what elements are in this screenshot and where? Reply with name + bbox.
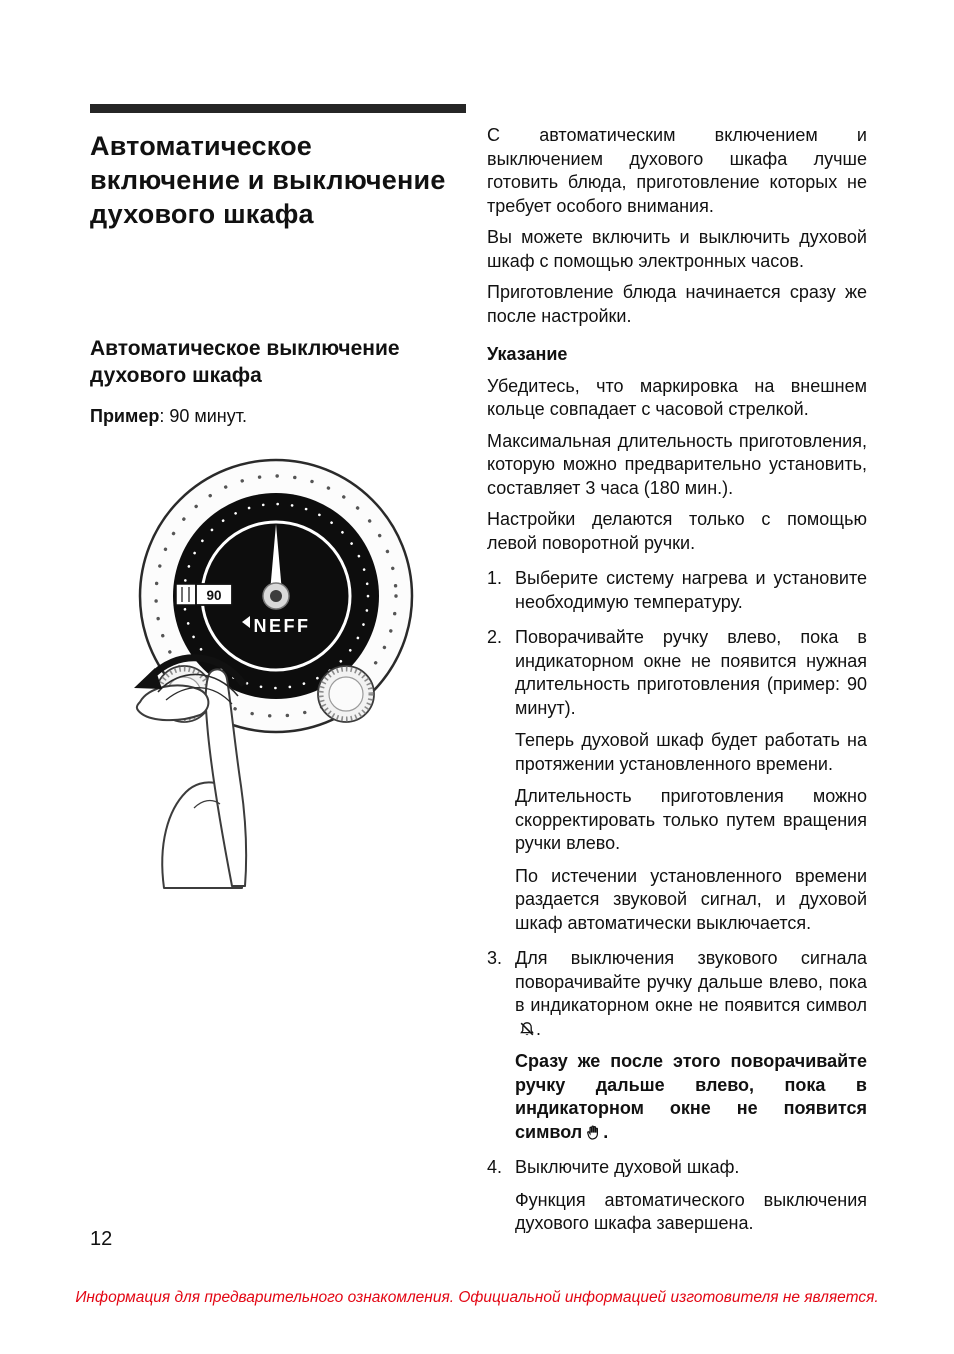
step-paragraph: Функция автоматического выключения духового шкафа завершена. xyxy=(515,1189,867,1233)
start-paragraph: Приготовление блюда начинается сразу же после настройки. xyxy=(487,282,867,326)
step-text: Поворачивайте ручку влево, пока в индикаторном окне не появится нужная длительность приготовления (пример: 90 минут). xyxy=(515,627,867,718)
step-number: 1. xyxy=(487,568,503,588)
hand-thumb xyxy=(137,685,209,720)
chapter-title: Автоматическое включение и выключение духового шкафа xyxy=(90,131,446,229)
timer-dial-illustration xyxy=(104,456,444,896)
step-bold-symbol-suffix: . xyxy=(603,1121,609,1142)
example-caption xyxy=(90,405,466,428)
step-paragraph: Теперь духовой шкаф будет работать на протяжении установленного времени. xyxy=(515,730,867,774)
dial-hub-center xyxy=(270,590,282,602)
step-text xyxy=(515,947,867,1041)
brand-logo: NEFF xyxy=(253,616,311,636)
section-title: Автоматическое выключение духового шкафа xyxy=(90,337,400,387)
left-column xyxy=(90,104,466,901)
step-item xyxy=(487,567,867,614)
note-paragraph: Настройки делаются только с помощью левой поворотной ручки. xyxy=(487,509,867,553)
step-paragraph: Длительность приготовления можно скорректировать только путем вращения ручки влево. xyxy=(515,786,867,853)
steps-list xyxy=(487,567,867,1236)
step-text-before-symbol: Для выключения звукового сигнала поворачивайте ручку дальше влево, пока в индикаторном окне не появится символ xyxy=(515,948,867,1015)
note-paragraph: Убедитесь, что маркировка на внешнем кольце совпадает с часовой стрелкой. xyxy=(487,375,867,419)
chapter-title-bar xyxy=(90,104,466,113)
example-value: : 90 минут. xyxy=(159,406,247,426)
right-column xyxy=(487,124,867,1236)
example-label: Пример xyxy=(90,406,160,426)
indicator-scale-notch xyxy=(176,584,196,605)
step-item xyxy=(487,626,867,935)
hand-icon xyxy=(586,1124,602,1140)
page-number: 12 xyxy=(90,1228,113,1250)
step-number: 3. xyxy=(487,948,503,968)
intro-paragraph: С автоматическим включением и выключением духового шкафа лучше готовить блюда, приготовление которых не требует особого внимания. xyxy=(487,125,867,216)
step-paragraph: По истечении установленного времени раздается звуковой сигнал, и духовой шкаф автоматически выключается. xyxy=(515,865,867,933)
step-number: 2. xyxy=(487,627,503,647)
step-text: Выберите систему нагрева и установите необходимую температуру. xyxy=(515,568,867,612)
right-knob xyxy=(318,666,374,722)
step-text: Выключите духовой шкаф. xyxy=(515,1157,740,1177)
step-bold-text xyxy=(515,1050,867,1144)
indicator-window-value: 90 xyxy=(206,588,222,603)
step-symbol-suffix: . xyxy=(536,1018,542,1039)
step-item xyxy=(487,1156,867,1236)
step-number: 4. xyxy=(487,1157,503,1177)
bell-off-icon xyxy=(519,1021,535,1037)
step-bold-before-symbol: Сразу же после этого поворачивайте ручку дальше влево, пока в индикаторном окне не появится символ xyxy=(515,1051,867,1142)
timer-dial-figure xyxy=(90,456,466,901)
note-title: Указание xyxy=(487,344,568,364)
step-item xyxy=(487,947,867,1144)
intro-paragraph: Вы можете включить и выключить духовой шкаф с помощью электронных часов. xyxy=(487,227,867,271)
footer-disclaimer: Информация для предварительного ознакомления. Официальной информацией изготовителя не является. xyxy=(75,1289,879,1306)
note-paragraph: Максимальная длительность приготовления, которую можно предварительно установить, составляет 3 часа (180 мин.). xyxy=(487,430,867,498)
